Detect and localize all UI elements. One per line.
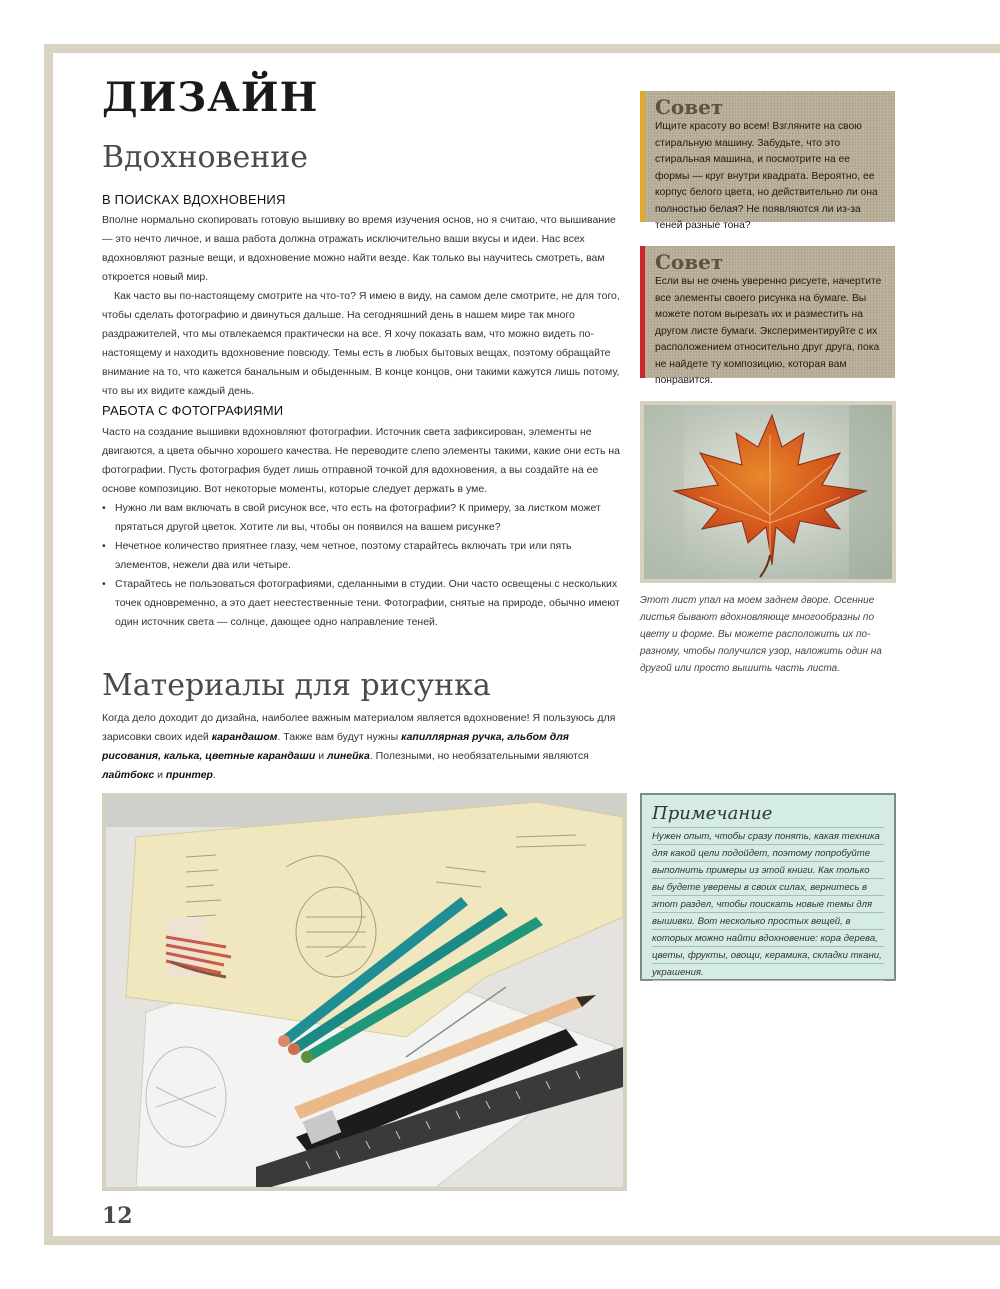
page-frame-bottom [44,1236,1000,1245]
paragraph: Как часто вы по-настоящему смотрите на что-то? Я имею в виду, на самом деле смотрите, не для того, чтобы сделать фотографию и двинуться дальше. На сегодняшний день в нашем мире так много раздражителей, что мы отвлекаемся практически на все. Я хочу показать вам, что можно видеть по-настоящему и находить вдохновение повсюду. Темы есть в любых бытовых вещах, поэтому обращайте внимание на то, что кажется банальным и обыденным. В конце концов, они такими кажутся лишь потому, что вы их видите каждый день. [102,290,620,397]
subheading-working-with-photos: РАБОТА С ФОТОГРАФИЯМИ [102,403,284,418]
section-title-inspiration: Вдохновение [102,140,308,175]
text-run: Когда дело доходит до дизайна, наиболее важным материалом является вдохновение! Я пользуюсь для зарисовки своих идей [102,712,616,743]
tip-title: Совет [655,95,724,119]
drawing-materials-illustration [106,797,623,1187]
note-box [640,793,896,981]
text-run: и [315,750,327,762]
text-run: . Полезными, но необязательными являются [369,750,589,762]
chapter-title: ДИЗАЙН [102,74,319,121]
paragraph: Часто на создание вышивки вдохновляют фотографии. Источник света зафиксирован, элементы не двигаются, а цвета обычно хорошего качества. Не переводите слепо элементы такими, какие они есть на фотографии. Пусть фотография будет лишь отправной точкой для вдохновения, а вы создайте на ее основе композицию. Вот некоторые моменты, которые следует держать в уме. [102,426,620,495]
page-frame-left [44,44,53,1245]
maple-leaf-illustration [644,405,892,579]
maple-leaf-photo [640,401,896,583]
list-item: • Старайтесь не пользоваться фотографиями, сделанными в студии. Они часто освещены с нескольких точек одновременно, а это дает неестественные тени. Фотографии, снятые на природе, обычно имеют один источник света — солнце, дающее одно направление теней. [102,575,622,632]
photo-tips-list [102,499,622,632]
tip-text: Если вы не очень уверенно рисуете, начертите все элементы своего рисунка на бумаге. Вы можете потом вырезать их и разместить на другом листе бумаги. Экспериментируйте с их расположением относительно друг друга, пока не найдете ту композицию, которая вам понравится. [655,276,882,386]
note-title: Примечание [652,803,884,828]
page-frame-top [44,44,1000,53]
materials-text [102,709,622,785]
drawing-materials-photo [102,793,627,1191]
text-run: и [154,769,166,781]
tip-box-cut-elements [640,246,895,386]
list-item: • Нечетное количество приятнее глазу, чем четное, поэтому старайтесь включать три или пять элементов, нежели два или четыре. [102,537,622,575]
note-text: Нужен опыт, чтобы сразу понять, какая техника для какой цели подойдет, поэтому попробуйте выполнить примеры из этой книги. Как только вы будете уверены в своих силах, вернитесь в этот раздел, чтобы поискать новые темы для вышивки. Вот несколько простых вещей, в которых можно найти вдохновение: кора дерева, цветы, фрукты, овощи, керамика, складки ткани, украшения. [652,828,884,981]
tip-text: Ищите красоту во всем! Взгляните на свою стиральную машину. Забудьте, что это стиральная машина, и посмотрите на ее формы — круг внутри квадрата. Вероятно, ее корпус белого цвета, но действительно ли она полностью белая? Не появляются ли из-за теней разные тона? [655,121,878,231]
emphasis-tools: капиллярная ручка, альбом для рисования, калька, цветные карандаши [102,731,569,762]
photos-text [102,423,627,499]
subheading-searching-inspiration: В ПОИСКАХ ВДОХНОВЕНИЯ [102,192,286,207]
emphasis-printer: принтер [165,769,213,781]
text-run: . Также вам будут нужны [277,731,402,743]
tip-title: Совет [655,250,724,274]
paragraph: Вполне нормально скопировать готовую вышивку во время изучения основ, но я считаю, что вышивание — это нечто личное, и ваша работа должна отражать исключительно ваши вкусы и идеи. Нас всех вдохновляют разные вещи, и вдохновение можно найти везде. Как только вы научитесь смотреть, вам откроется новый мир. [102,214,616,283]
emphasis-pencil: карандашом [211,731,278,743]
page-number: 12 [102,1203,133,1229]
inspiration-text [102,211,622,401]
list-item: • Нужно ли вам включать в свой рисунок все, что есть на фотографии? К примеру, за листком может прятаться другой цветок. Хотите ли вы, чтобы он появился на вашем рисунке? [102,499,622,537]
section-title-materials: Материалы для рисунка [102,668,491,703]
text-run: . [212,769,216,781]
emphasis-ruler: линейка [326,750,370,762]
leaf-photo-caption: Этот лист упал на моем заднем дворе. Осенние листья бывают вдохновляюще многообразны по цвету и форме. Вы можете расположить их по-разному, чтобы получился узор, наложить один на другой или просто вышить часть листа. [640,595,882,674]
paragraph [102,709,622,785]
emphasis-lightbox: лайтбокс [102,769,155,781]
tip-box-washing-machine [640,91,895,231]
